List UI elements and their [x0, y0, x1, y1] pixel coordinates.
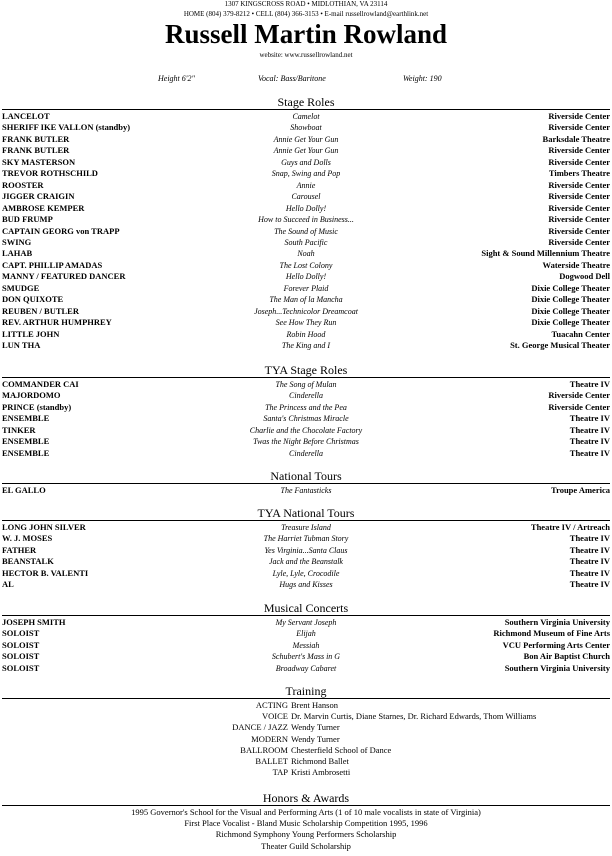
- venue-name: Riverside Center: [548, 236, 610, 247]
- training-row: [180, 700, 338, 711]
- venue-name: VCU Performing Arts Center: [502, 639, 610, 650]
- section-rule: [2, 520, 610, 521]
- show-title: Cinderella: [289, 391, 323, 401]
- role-name: ENSEMBLE: [2, 413, 50, 424]
- credit-row: [2, 317, 610, 328]
- credit-row: [2, 226, 610, 237]
- training-row: [180, 734, 340, 745]
- credit-row: [2, 237, 610, 248]
- role-name: LONG JOHN SILVER: [2, 522, 86, 532]
- training-discipline: ACTING: [255, 700, 288, 710]
- show-title: Yes Virginia...Santa Claus: [264, 545, 348, 555]
- venue-name: Bon Air Baptist Church: [523, 651, 610, 662]
- show-title: Joseph...Technicolor Dreamcoat: [254, 306, 358, 316]
- section-rule: [2, 483, 610, 484]
- show-title: Hugs and Kisses: [279, 580, 333, 590]
- training-row: [180, 745, 391, 756]
- venue-name: Riverside Center: [548, 156, 610, 167]
- address-line: 1307 KINGSCROSS ROAD • MIDLOTHIAN, VA 23114: [224, 0, 388, 8]
- training-discipline: MODERN: [251, 733, 288, 744]
- role-name: ROOSTER: [2, 179, 44, 190]
- role-name: AMBROSE KEMPER: [2, 202, 85, 213]
- venue-name: Theatre IV: [569, 556, 610, 567]
- website-line: website: www.russellrowland.net: [259, 51, 353, 59]
- show-title: Showboat: [290, 123, 322, 133]
- credit-row: [2, 533, 610, 544]
- role-name: REUBEN / BUTLER: [2, 305, 79, 316]
- credit-row: [2, 402, 610, 413]
- weight-stat: Weight: 190: [403, 74, 442, 83]
- training-instructor: Wendy Turner: [291, 733, 340, 744]
- honor-item: Theater Guild Scholarship: [261, 840, 351, 851]
- show-title: Noah: [297, 249, 315, 259]
- section-title: TYA National Tours: [257, 506, 355, 520]
- show-title: Lyle, Lyle, Crocodile: [272, 568, 340, 578]
- performer-name: Russell Martin Rowland: [164, 19, 448, 49]
- show-title: Elijah: [296, 629, 316, 639]
- section-rule: [2, 109, 610, 110]
- role-name: FATHER: [2, 544, 37, 555]
- venue-name: Dixie College Theater: [531, 294, 610, 305]
- training-discipline: BALLET: [255, 756, 288, 766]
- show-title: The Sound of Music: [274, 226, 338, 236]
- show-title: Charlie and the Chocolate Factory: [249, 425, 363, 435]
- show-title: The Song of Mulan: [275, 380, 337, 389]
- role-name: TREVOR ROTHSCHILD: [2, 168, 98, 179]
- venue-name: Theatre IV: [569, 533, 610, 544]
- credit-row: [2, 191, 610, 202]
- role-name: MANNY / FEATURED DANCER: [2, 271, 126, 282]
- credit-row: [2, 340, 610, 351]
- training-row: [180, 756, 349, 767]
- show-title: Hello Dolly!: [285, 272, 327, 282]
- credit-row: [2, 545, 610, 556]
- show-title: Cinderella: [289, 448, 323, 458]
- venue-name: Dixie College Theater: [531, 317, 610, 328]
- role-name: SKY MASTERSON: [2, 156, 76, 167]
- credit-row: [2, 413, 610, 424]
- show-title: Hello Dolly!: [285, 203, 327, 213]
- role-name: MAJORDOMO: [2, 390, 61, 401]
- role-name: DON QUIXOTE: [2, 294, 64, 305]
- show-title: Forever Plaid: [283, 283, 329, 293]
- credit-row: [2, 122, 610, 133]
- section-rule: [2, 377, 610, 378]
- credit-row: [2, 390, 610, 401]
- venue-name: Theatre IV: [569, 424, 610, 435]
- show-title: The Lost Colony: [279, 260, 333, 270]
- show-title: Twas the Night Before Christmas: [253, 437, 359, 447]
- credit-row: [2, 306, 610, 317]
- credit-row: [2, 214, 610, 225]
- show-title: Schubert's Mass in G: [271, 652, 341, 662]
- venue-name: Riverside Center: [548, 202, 610, 213]
- credit-row: [2, 568, 610, 579]
- show-title: Jack and the Beanstalk: [269, 557, 343, 567]
- role-name: LITTLE JOHN: [2, 328, 60, 339]
- credit-row: [2, 640, 610, 651]
- show-title: Annie: [296, 180, 316, 190]
- show-title: Carousel: [291, 192, 321, 202]
- role-name: CAPTAIN GEORG von TRAPP: [2, 225, 120, 236]
- credit-row: [2, 651, 610, 662]
- venue-name: Riverside Center: [548, 225, 610, 236]
- venue-name: Riverside Center: [548, 191, 610, 202]
- venue-name: Riverside Center: [548, 111, 610, 121]
- venue-name: Timbers Theatre: [548, 168, 610, 179]
- honor-item: Richmond Symphony Young Performers Scholarship: [215, 829, 397, 840]
- show-title: South Pacific: [284, 237, 328, 247]
- show-title: My Servant Joseph: [275, 618, 337, 627]
- venue-name: Dixie College Theater: [531, 305, 610, 316]
- show-title: Santa's Christmas Miracle: [263, 414, 349, 424]
- show-title: The Princess and the Pea: [265, 402, 347, 412]
- training-discipline: TAP: [272, 767, 288, 778]
- venue-name: Theatre IV: [569, 413, 610, 424]
- section-title: Stage Roles: [277, 95, 335, 109]
- role-name: SOLOIST: [2, 628, 40, 639]
- training-row: [180, 722, 340, 733]
- show-title: Treasure Island: [281, 523, 331, 532]
- venue-name: Sight & Sound Millennium Theatre: [481, 248, 610, 259]
- credit-row: [2, 168, 610, 179]
- credit-row: [2, 157, 610, 168]
- section-title: National Tours: [270, 469, 342, 483]
- training-discipline: BALLROOM: [240, 744, 288, 755]
- role-name: JIGGER CRAIGIN: [2, 191, 75, 202]
- credit-row: [2, 379, 610, 390]
- show-title: Annie Get Your Gun: [273, 146, 339, 156]
- venue-name: Richmond Museum of Fine Arts: [493, 628, 610, 639]
- credit-row: [2, 617, 610, 628]
- venue-name: Theatre IV: [569, 379, 610, 389]
- role-name: BUD FRUMP: [2, 214, 53, 225]
- role-name: LAHAB: [2, 248, 33, 259]
- show-title: Messiah: [292, 640, 320, 650]
- venue-name: Dogwood Dell: [559, 271, 610, 282]
- section-rule: [2, 615, 610, 616]
- venue-name: Theatre IV: [569, 436, 610, 447]
- show-title: The King and I: [281, 341, 331, 350]
- training-instructor: Richmond Ballet: [291, 756, 349, 766]
- show-title: Guys and Dolls: [281, 157, 331, 167]
- venue-name: Riverside Center: [548, 179, 610, 190]
- venue-name: Tuacahn Center: [551, 328, 610, 339]
- credit-row: [2, 436, 610, 447]
- credit-row: [2, 329, 610, 340]
- show-title: Snap, Swing and Pop: [271, 169, 341, 179]
- venue-name: Theatre IV / Artreach: [530, 522, 610, 532]
- role-name: LANCELOT: [2, 111, 50, 121]
- venue-name: Theatre IV: [569, 567, 610, 578]
- contact-line: HOME (804) 379-8212 • CELL (804) 366-3153 • E-mail russellrowland@earthlink.net: [183, 10, 429, 18]
- section-title-training: Training: [285, 684, 327, 698]
- role-name: EL GALLO: [2, 485, 46, 495]
- section-title-honors: Honors & Awards: [262, 791, 350, 805]
- section-title: TYA Stage Roles: [264, 363, 348, 377]
- venue-name: Riverside Center: [548, 390, 610, 401]
- credit-row: [2, 556, 610, 567]
- show-title: Broadway Cabaret: [275, 663, 337, 673]
- show-title: The Harriet Tubman Story: [263, 534, 349, 544]
- training-instructor: Dr. Marvin Curtis, Diane Starnes, Dr. Richard Edwards, Thom Williams: [291, 711, 537, 722]
- venue-name: Riverside Center: [548, 145, 610, 156]
- honor-item: First Place Vocalist - Bland Music Scholarship Competition 1995, 1996: [184, 818, 428, 829]
- training-row: [180, 767, 350, 778]
- credit-row: [2, 145, 610, 156]
- role-name: HECTOR B. VALENTI: [2, 567, 89, 578]
- role-name: LUN THA: [2, 340, 41, 350]
- role-name: COMMANDER CAI: [2, 379, 79, 389]
- venue-name: Riverside Center: [548, 122, 610, 133]
- role-name: AL: [2, 579, 14, 590]
- credit-row: [2, 180, 610, 191]
- section-rule: [2, 698, 610, 699]
- role-name: W. J. MOSES: [2, 533, 53, 544]
- show-title: Camelot: [292, 112, 320, 121]
- credit-row: [2, 522, 610, 533]
- role-name: REV. ARTHUR HUMPHREY: [2, 317, 112, 328]
- vocal-stat: Vocal: Bass/Baritone: [258, 74, 326, 83]
- credit-row: [2, 134, 610, 145]
- credit-row: [2, 628, 610, 639]
- training-instructor: Chesterfield School of Dance: [291, 744, 392, 755]
- credit-row: [2, 485, 610, 496]
- credit-row: [2, 425, 610, 436]
- role-name: CAPT. PHILLIP AMADAS: [2, 259, 103, 270]
- venue-name: Theatre IV: [569, 579, 610, 590]
- role-name: SOLOIST: [2, 639, 40, 650]
- credit-row: [2, 448, 610, 459]
- role-name: ENSEMBLE: [2, 447, 50, 458]
- role-name: PRINCE (standby): [2, 401, 72, 412]
- show-title: The Man of la Mancha: [269, 295, 343, 305]
- training-instructor: Kristi Ambrosetti: [291, 767, 351, 778]
- role-name: ENSEMBLE: [2, 436, 50, 447]
- show-title: See How They Run: [275, 318, 337, 328]
- role-name: TINKER: [2, 424, 36, 435]
- training-discipline: DANCE / JAZZ: [232, 722, 288, 733]
- credit-row: [2, 294, 610, 305]
- section-rule: [2, 805, 610, 806]
- section-title: Musical Concerts: [263, 601, 349, 615]
- role-name: JOSEPH SMITH: [2, 617, 66, 627]
- training-instructor: Wendy Turner: [291, 722, 340, 733]
- venue-name: Barksdale Theatre: [542, 133, 610, 144]
- credit-row: [2, 283, 610, 294]
- training-instructor: Brent Hanson: [291, 700, 338, 710]
- honor-item: 1995 Governor's School for the Visual and Performing Arts (1 of 10 male vocalists in state of Virginia): [131, 807, 481, 817]
- credit-row: [2, 579, 610, 590]
- credit-row: [2, 248, 610, 259]
- show-title: How to Succeed in Business...: [258, 215, 354, 225]
- show-title: The Fantasticks: [280, 486, 332, 495]
- credit-row: [2, 203, 610, 214]
- venue-name: Southern Virginia University: [504, 617, 610, 627]
- credit-row: [2, 271, 610, 282]
- venue-name: Theatre IV: [569, 447, 610, 458]
- venue-name: Riverside Center: [548, 401, 610, 412]
- role-name: BEANSTALK: [2, 556, 54, 567]
- role-name: SOLOIST: [2, 651, 40, 662]
- venue-name: St. George Musical Theater: [510, 340, 610, 350]
- training-row: [180, 711, 536, 722]
- credit-row: [2, 111, 610, 122]
- venue-name: Dixie College Theater: [531, 282, 610, 293]
- venue-name: Waterside Theatre: [542, 259, 610, 270]
- show-title: Annie Get Your Gun: [273, 134, 339, 144]
- show-title: Robin Hood: [286, 329, 326, 339]
- role-name: FRANK BUTLER: [2, 133, 70, 144]
- role-name: SOLOIST: [2, 662, 40, 673]
- training-discipline: VOICE: [262, 711, 288, 722]
- venue-name: Riverside Center: [548, 214, 610, 225]
- credit-row: [2, 663, 610, 674]
- venue-name: Troupe America: [551, 485, 610, 495]
- role-name: SMUDGE: [2, 282, 40, 293]
- venue-name: Southern Virginia University: [504, 662, 610, 673]
- role-name: FRANK BUTLER: [2, 145, 70, 156]
- role-name: SHERIFF IKE VALLON (standby): [2, 122, 131, 133]
- role-name: SWING: [2, 236, 32, 247]
- venue-name: Theatre IV: [569, 544, 610, 555]
- height-stat: Height 6'2": [158, 74, 195, 83]
- credit-row: [2, 260, 610, 271]
